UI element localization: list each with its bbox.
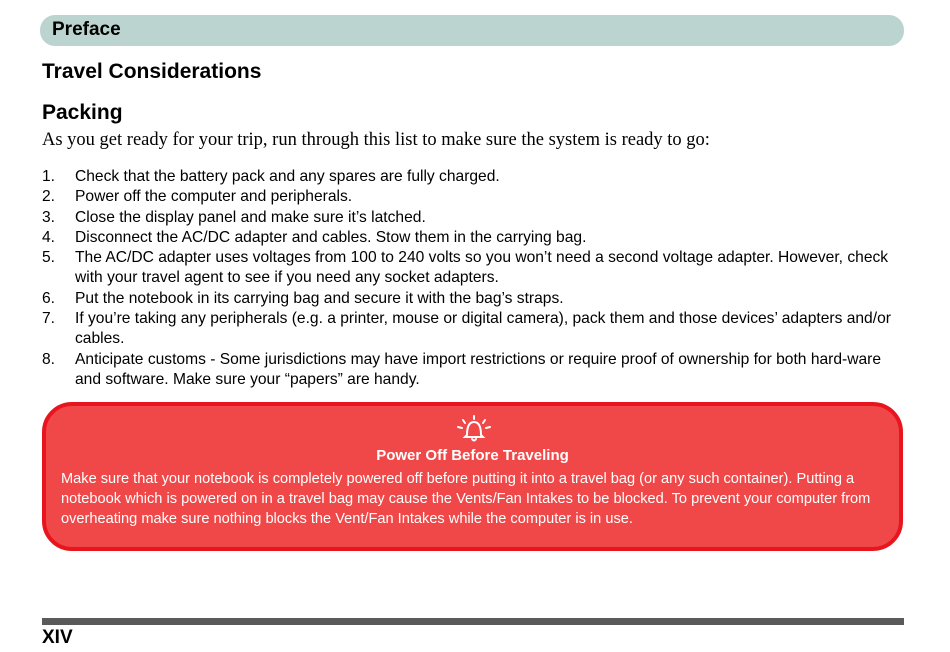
- list-item-number: 1.: [42, 168, 56, 185]
- page-number: XIV: [42, 627, 73, 648]
- list-item-text: Put the notebook in its carrying bag and secure it with the bag’s straps.: [75, 289, 564, 307]
- list-item-text: Close the display panel and make sure it’s latched.: [75, 208, 426, 226]
- list-item-number: 5.: [42, 249, 56, 267]
- list-item-number: 8.: [42, 350, 56, 368]
- section-header-bar: [40, 15, 904, 46]
- list-item-text: Disconnect the AC/DC adapter and cables. Stow them in the carrying bag.: [75, 228, 587, 246]
- list-item: [42, 167, 907, 187]
- list-item-number: 6.: [42, 289, 56, 307]
- page-title: Travel Considerations: [42, 60, 262, 83]
- list-item: [42, 228, 907, 248]
- list-item-text: Power off the computer and peripherals.: [75, 188, 353, 206]
- section-header-label: Preface: [52, 19, 121, 40]
- list-item-number: 2.: [42, 188, 56, 206]
- subsection-title: Packing: [42, 101, 123, 124]
- list-item-text: Check that the battery pack and any spares are fully charged.: [75, 168, 500, 185]
- list-item: [42, 350, 907, 391]
- list-item-number: 7.: [42, 310, 56, 328]
- intro-paragraph: As you get ready for your trip, run through this list to make sure the system is ready to go:: [42, 130, 710, 150]
- list-item-number: 3.: [42, 208, 56, 226]
- footer-divider: [42, 618, 904, 625]
- checklist: [42, 167, 907, 390]
- list-item-text: The AC/DC adapter uses voltages from 100 to 240 volts so you won’t need a second voltage adapter. However, check with your travel agent to see if you need any socket adapters.: [75, 249, 889, 287]
- list-item: [42, 187, 907, 207]
- list-item: [42, 289, 907, 309]
- list-item: [42, 208, 907, 228]
- list-item: [42, 248, 907, 289]
- list-item-text: If you’re taking any peripherals (e.g. a printer, mouse or digital camera), pack them and those devices’ adapters and/or cables.: [75, 310, 891, 348]
- list-item-text: Anticipate customs - Some jurisdictions may have import restrictions or require proof of ownership for both hard-ware and software. Make sure your “papers” are handy.: [75, 350, 882, 388]
- warning-title: Power Off Before Traveling: [376, 447, 569, 464]
- warning-callout: [42, 402, 903, 551]
- alarm-bell-icon: [455, 414, 493, 444]
- list-item: [42, 309, 907, 350]
- list-item-number: 4.: [42, 228, 56, 246]
- warning-body: Make sure that your notebook is completely powered off before putting it into a travel bag (or any such container). Putting a notebook which is powered on in a travel bag may cause the Vents/Fan Intakes to be blocked. To prevent your computer from overheating make sure nothing blocks the Vent/Fan Intakes while the computer is in use.: [61, 471, 871, 527]
